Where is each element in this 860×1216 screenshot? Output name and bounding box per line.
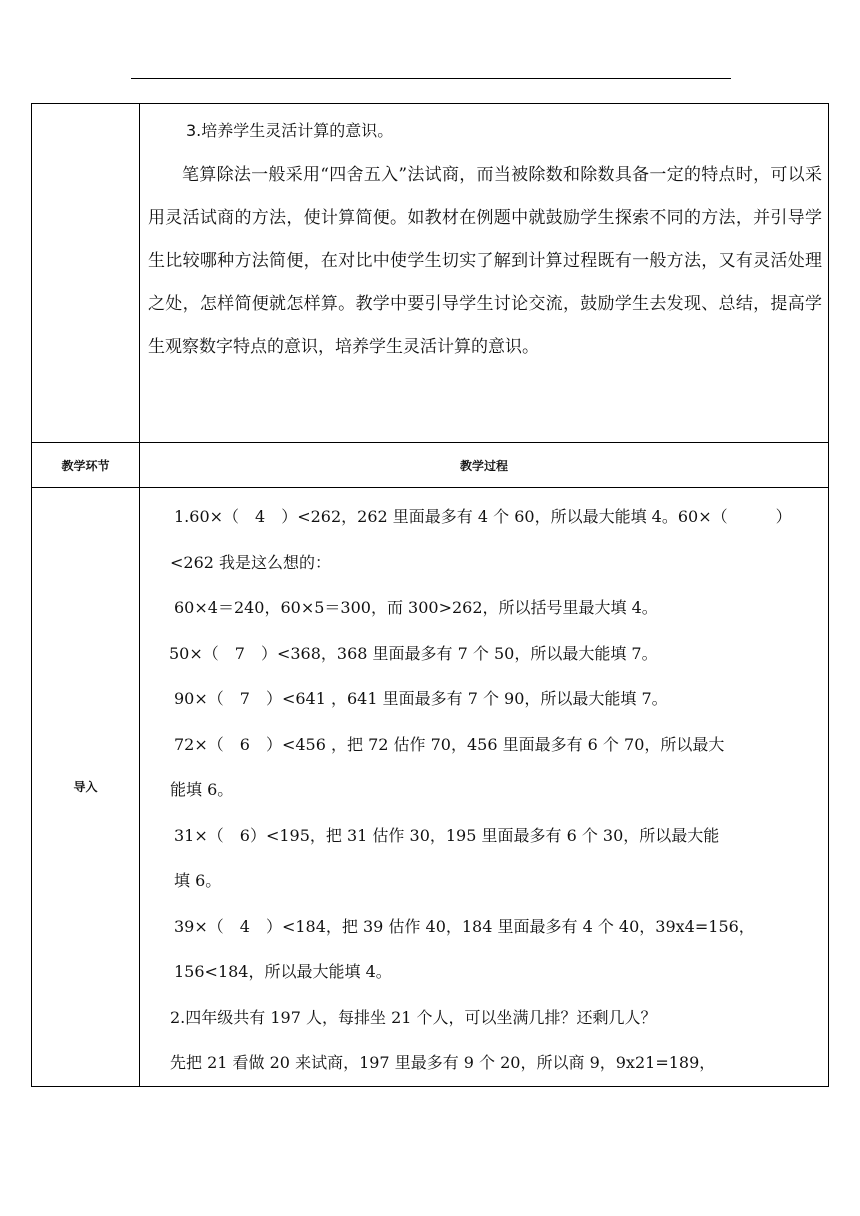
row-label-intro: 导入	[32, 488, 140, 1087]
empty-label-cell	[32, 104, 140, 443]
section-paragraph: 笔算除法一般采用“四舍五入”法试商，而当被除数和除数具备一定的特点时，可以采用灵活试商的方法，使计算简便。如教材在例题中就鼓励学生探索不同的方法，并引导学生比较哪种方法简便，在对比中使学生切实了解到计算过程既有一般方法，又有灵活处理之处，怎样简便就怎样算。教学中要引导学生讨论交流，鼓励学生去发现、总结，提高学生观察数字特点的意识，培养学生灵活计算的意识。	[148, 165, 822, 357]
content-cell	[140, 488, 829, 1087]
table-row	[32, 104, 829, 443]
process-line: 60×4＝240，60×5＝300，而 300>262，所以括号里最大填 4。	[174, 598, 658, 617]
table-row	[32, 488, 829, 1087]
process-line: 50×（ 7 ）<368，368 里面最多有 7 个 50，所以最大能填 7。	[169, 643, 658, 663]
process-line: <262 我是这么想的：	[170, 552, 332, 572]
process-line: 72×（ 6 ）<456 ，把 72 估作 70，456 里面最多有 6 个 70，所以最大	[174, 734, 725, 754]
process-line: 39×（ 4 ）<184，把 39 估作 40，184 里面最多有 4 个 40，39x4=156，	[174, 916, 755, 936]
process-line: 能填 6。	[170, 780, 234, 799]
process-line: 2.四年级共有 197 人，每排坐 21 个人，可以坐满几排？还剩几人？	[170, 1007, 657, 1027]
process-line: 31×（ 6）<195，把 31 估作 30，195 里面最多有 6 个 30，所以最大能	[174, 825, 720, 845]
process-line: 90×（ 7 ）<641 ，641 里面最多有 7 个 90，所以最大能填 7。	[174, 689, 668, 708]
lesson-plan-table	[31, 103, 829, 1087]
process-line: 填 6。	[174, 871, 222, 890]
section-heading: 3.培养学生灵活计算的意识。	[186, 121, 394, 140]
process-line: 先把 21 看做 20 来试商，197 里最多有 9 个 20，所以商 9，9x21=189，	[170, 1053, 716, 1072]
header-rule	[131, 78, 731, 79]
header-teaching-process: 教学过程	[140, 443, 829, 488]
process-line: 156<184，所以最大能填 4。	[174, 962, 392, 981]
content-cell	[140, 104, 829, 443]
header-teaching-stage: 教学环节	[32, 443, 140, 488]
table-header-row	[32, 443, 829, 488]
process-line: 1.60×（ 4 ）<262，262 里面最多有 4 个 60，所以最大能填 4。60×（ ）	[174, 507, 792, 526]
